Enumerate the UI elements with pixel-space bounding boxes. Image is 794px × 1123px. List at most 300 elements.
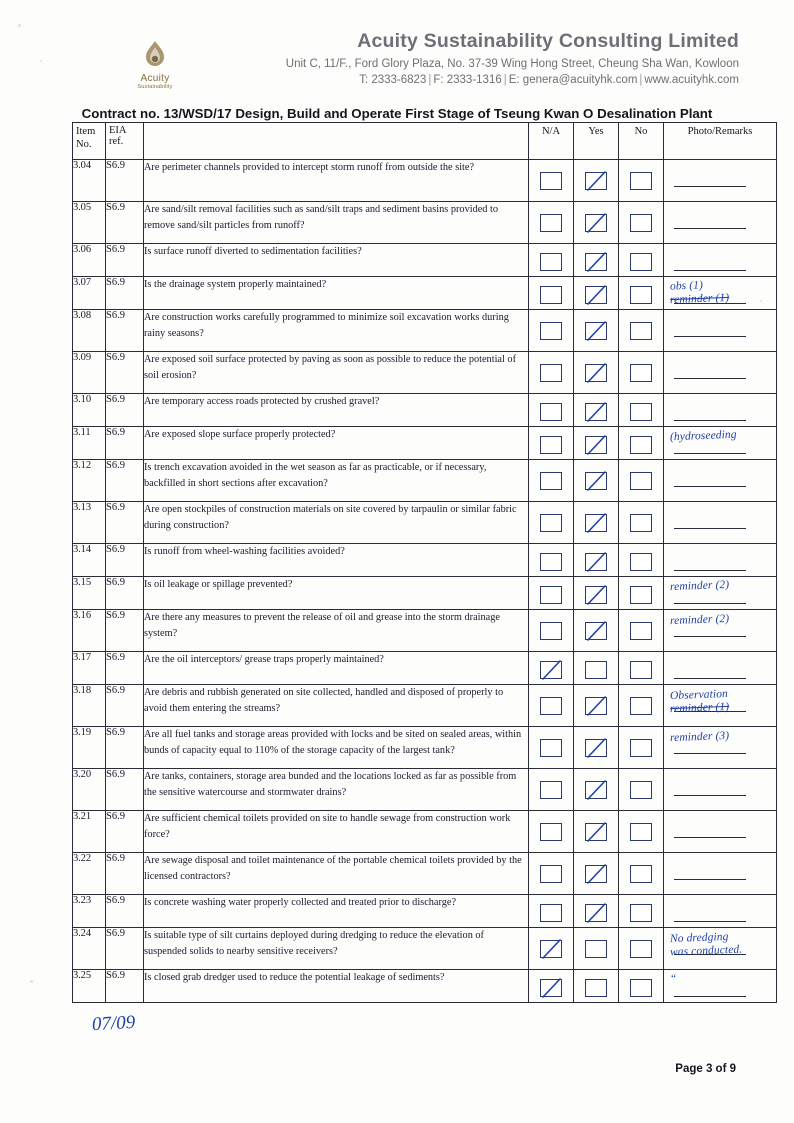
checkbox-yes-cell[interactable] [574, 928, 619, 970]
table-header-row [73, 123, 777, 160]
checkbox-no-cell[interactable] [619, 244, 664, 277]
table-row [73, 502, 777, 544]
row-eia-ref [106, 685, 144, 727]
remark-rule [674, 420, 746, 421]
checkbox-yes-cell[interactable] [574, 244, 619, 277]
checkbox-na[interactable] [540, 514, 562, 532]
row-eia-ref [106, 610, 144, 652]
row-eia-ref [106, 160, 144, 202]
tick-stroke [539, 658, 565, 684]
table-row [73, 610, 777, 652]
row-question [144, 502, 529, 544]
row-remarks [664, 769, 777, 811]
header-no: No [619, 123, 664, 160]
checkbox-yes[interactable] [585, 586, 607, 604]
checkbox-na-cell[interactable] [529, 895, 574, 928]
checkbox-no-cell[interactable] [619, 928, 664, 970]
checkbox-yes-cell[interactable] [574, 427, 619, 460]
checkbox-yes-cell[interactable] [574, 352, 619, 394]
checkbox-yes-cell[interactable] [574, 202, 619, 244]
checkbox-na-cell[interactable] [529, 394, 574, 427]
row-item-number [73, 352, 106, 394]
remark-rule [674, 603, 746, 604]
handwritten-remark: obs (1) [669, 279, 704, 293]
checkbox-na[interactable] [540, 823, 562, 841]
table-row [73, 811, 777, 853]
checkbox-na-cell[interactable] [529, 244, 574, 277]
row-item-number [73, 502, 106, 544]
checkbox-yes-cell[interactable] [574, 277, 619, 310]
item-number-text: 3.19 [73, 727, 91, 738]
row-item-number [73, 394, 106, 427]
checkbox-yes[interactable] [585, 514, 607, 532]
remark-rule [674, 837, 746, 838]
checkbox-na-cell[interactable] [529, 577, 574, 610]
checkbox-no-cell[interactable] [619, 811, 664, 853]
checkbox-no[interactable] [630, 739, 652, 757]
row-remarks [664, 970, 777, 1003]
checkbox-yes-cell[interactable] [574, 160, 619, 202]
checkbox-na[interactable] [540, 364, 562, 382]
eia-ref-text: S6.9 [106, 853, 125, 864]
tick-stroke [584, 550, 610, 576]
handwritten-remark: Observation [669, 687, 729, 703]
table-row [73, 652, 777, 685]
checkbox-no[interactable] [630, 940, 652, 958]
row-remarks [664, 577, 777, 610]
eia-ref-text: S6.9 [106, 652, 125, 663]
checkbox-na[interactable] [540, 739, 562, 757]
checkbox-na[interactable] [540, 286, 562, 304]
checklist-table-wrapper [72, 122, 776, 1003]
item-number-text: 3.08 [73, 310, 91, 321]
checkbox-no-cell[interactable] [619, 652, 664, 685]
row-item-number [73, 610, 106, 652]
checkbox-na[interactable] [540, 172, 562, 190]
checkbox-yes-cell[interactable] [574, 577, 619, 610]
checkbox-yes[interactable] [585, 622, 607, 640]
tick-stroke [584, 901, 610, 927]
row-remarks [664, 502, 777, 544]
checkbox-no-cell[interactable] [619, 394, 664, 427]
page-number: Page 3 of 9 [675, 1063, 736, 1075]
checkbox-no[interactable] [630, 472, 652, 490]
checkbox-no[interactable] [630, 364, 652, 382]
checkbox-no-cell[interactable] [619, 460, 664, 502]
checkbox-na[interactable] [540, 436, 562, 454]
item-number-text: 3.14 [73, 544, 91, 555]
checkbox-na[interactable] [540, 553, 562, 571]
checkbox-na[interactable] [540, 253, 562, 271]
question-text: Are sewage disposal and toilet maintenance of the portable chemical toilets provided by the licensed contractors? [144, 855, 522, 882]
checkbox-na-cell[interactable] [529, 310, 574, 352]
row-remarks [664, 685, 777, 727]
row-question [144, 310, 529, 352]
row-eia-ref [106, 652, 144, 685]
row-eia-ref [106, 310, 144, 352]
checkbox-yes[interactable] [585, 661, 607, 679]
question-text: Is oil leakage or spillage prevented? [144, 579, 293, 590]
row-item-number [73, 277, 106, 310]
checkbox-na-cell[interactable] [529, 427, 574, 460]
checkbox-no[interactable] [630, 403, 652, 421]
checkbox-yes[interactable] [585, 553, 607, 571]
checkbox-no-cell[interactable] [619, 895, 664, 928]
checkbox-no[interactable] [630, 553, 652, 571]
checkbox-no[interactable] [630, 697, 652, 715]
remark-rule [674, 186, 746, 187]
checkbox-no[interactable] [630, 865, 652, 883]
header-remarks: Photo/Remarks [664, 123, 777, 160]
checkbox-na[interactable] [540, 472, 562, 490]
row-remarks [664, 727, 777, 769]
checkbox-no[interactable] [630, 253, 652, 271]
row-question [144, 727, 529, 769]
table-row [73, 928, 777, 970]
row-eia-ref [106, 853, 144, 895]
tick-stroke [584, 820, 610, 846]
checkbox-na[interactable] [540, 865, 562, 883]
website-label: www.acuityhk.com [644, 74, 739, 86]
row-item-number [73, 895, 106, 928]
remark-rule [674, 270, 746, 271]
header-yes: Yes [574, 123, 619, 160]
checkbox-na-cell[interactable] [529, 652, 574, 685]
table-row [73, 460, 777, 502]
question-text: Are all fuel tanks and storage areas provided with locks and be sited on sealed areas, within bunds of capacity equal to 110% of the storage capacity of the largest tank? [144, 729, 522, 756]
email-label: E: genera@acuityhk.com [508, 74, 638, 86]
checkbox-no-cell[interactable] [619, 970, 664, 1003]
table-row [73, 244, 777, 277]
checkbox-no-cell[interactable] [619, 502, 664, 544]
logo-subtitle: Sustainability [137, 84, 173, 90]
company-logo [120, 38, 190, 90]
checkbox-no-cell[interactable] [619, 427, 664, 460]
row-remarks [664, 544, 777, 577]
row-eia-ref [106, 244, 144, 277]
row-item-number [73, 577, 106, 610]
row-item-number [73, 310, 106, 352]
checkbox-yes[interactable] [585, 823, 607, 841]
handwritten-date: 07/09 [91, 1011, 136, 1036]
checkbox-no-cell[interactable] [619, 610, 664, 652]
checkbox-no[interactable] [630, 586, 652, 604]
checkbox-na[interactable] [540, 940, 562, 958]
company-contact: T: 2333-6823 | F: 2333-1316 | E: genera@acuityhk.com | www.acuityhk.com [359, 74, 739, 86]
row-question [144, 769, 529, 811]
checkbox-yes[interactable] [585, 322, 607, 340]
fax-label: F: 2333-1316 [433, 74, 502, 86]
checkbox-no-cell[interactable] [619, 577, 664, 610]
row-item-number [73, 727, 106, 769]
checkbox-yes[interactable] [585, 865, 607, 883]
checkbox-na-cell[interactable] [529, 502, 574, 544]
checkbox-na-cell[interactable] [529, 460, 574, 502]
tick-stroke [584, 778, 610, 804]
row-item-number [73, 853, 106, 895]
checkbox-no-cell[interactable] [619, 352, 664, 394]
row-question [144, 652, 529, 685]
checkbox-na[interactable] [540, 322, 562, 340]
row-item-number [73, 652, 106, 685]
checkbox-yes[interactable] [585, 436, 607, 454]
checkbox-na[interactable] [540, 622, 562, 640]
row-question [144, 970, 529, 1003]
tick-stroke [584, 250, 610, 276]
checkbox-no-cell[interactable] [619, 685, 664, 727]
row-eia-ref [106, 352, 144, 394]
eia-ref-text: S6.9 [106, 811, 125, 822]
row-eia-ref [106, 544, 144, 577]
row-question [144, 427, 529, 460]
table-row [73, 853, 777, 895]
checkbox-no-cell[interactable] [619, 160, 664, 202]
row-remarks [664, 244, 777, 277]
checkbox-yes-cell[interactable] [574, 769, 619, 811]
question-text: Are sufficient chemical toilets provided on site to handle sewage from construction work force? [144, 813, 511, 840]
tick-stroke [584, 511, 610, 537]
checkbox-yes[interactable] [585, 403, 607, 421]
tick-stroke [584, 433, 610, 459]
row-question [144, 610, 529, 652]
checkbox-no[interactable] [630, 622, 652, 640]
eia-ref-text: S6.9 [106, 352, 125, 363]
item-number-text: 3.23 [73, 895, 91, 906]
checkbox-na[interactable] [540, 781, 562, 799]
checkbox-yes[interactable] [585, 286, 607, 304]
checkbox-na-cell[interactable] [529, 352, 574, 394]
checkbox-na[interactable] [540, 403, 562, 421]
remark-rule [674, 636, 746, 637]
row-eia-ref [106, 769, 144, 811]
tick-stroke [584, 619, 610, 645]
checkbox-yes-cell[interactable] [574, 652, 619, 685]
row-question [144, 544, 529, 577]
checkbox-yes-cell[interactable] [574, 811, 619, 853]
item-number-text: 3.22 [73, 853, 91, 864]
item-number-text: 3.21 [73, 811, 91, 822]
checkbox-no-cell[interactable] [619, 544, 664, 577]
item-number-text: 3.06 [73, 244, 91, 255]
checkbox-yes-cell[interactable] [574, 853, 619, 895]
eia-ref-text: S6.9 [106, 577, 125, 588]
eia-ref-text: S6.9 [106, 502, 125, 513]
table-row [73, 544, 777, 577]
tick-stroke [584, 319, 610, 345]
row-remarks [664, 652, 777, 685]
checkbox-na-cell[interactable] [529, 769, 574, 811]
eia-ref-text: S6.9 [106, 427, 125, 438]
row-eia-ref [106, 277, 144, 310]
checkbox-na[interactable] [540, 586, 562, 604]
checkbox-no[interactable] [630, 172, 652, 190]
checkbox-yes-cell[interactable] [574, 394, 619, 427]
eia-ref-text: S6.9 [106, 244, 125, 255]
eia-ref-text: S6.9 [106, 970, 125, 981]
row-eia-ref [106, 460, 144, 502]
handwritten-remark: reminder (2) [669, 578, 730, 594]
company-info [200, 30, 739, 86]
row-question [144, 577, 529, 610]
checkbox-yes-cell[interactable] [574, 544, 619, 577]
checkbox-yes[interactable] [585, 697, 607, 715]
table-row [73, 685, 777, 727]
row-item-number [73, 427, 106, 460]
row-question [144, 685, 529, 727]
checkbox-no[interactable] [630, 979, 652, 997]
question-text: Are the oil interceptors/ grease traps properly maintained? [144, 654, 384, 665]
remark-rule [674, 879, 746, 880]
remark-rule [674, 378, 746, 379]
question-text: Is concrete washing water properly collected and treated prior to discharge? [144, 897, 457, 908]
row-eia-ref [106, 427, 144, 460]
row-remarks [664, 853, 777, 895]
checkbox-no[interactable] [630, 904, 652, 922]
checkbox-no-cell[interactable] [619, 727, 664, 769]
checkbox-na-cell[interactable] [529, 610, 574, 652]
letterhead [0, 30, 794, 100]
eia-ref-text: S6.9 [106, 202, 125, 213]
checkbox-na-cell[interactable] [529, 202, 574, 244]
checkbox-na-cell[interactable] [529, 685, 574, 727]
tick-stroke [584, 169, 610, 195]
row-remarks [664, 427, 777, 460]
table-row [73, 727, 777, 769]
checklist-body [73, 123, 777, 1003]
item-number-text: 3.13 [73, 502, 91, 513]
checkbox-yes[interactable] [585, 253, 607, 271]
company-name: Acuity Sustainability Consulting Limited [357, 30, 739, 52]
scan-speck [18, 24, 21, 27]
item-number-text: 3.15 [73, 577, 91, 588]
item-number-text: 3.16 [73, 610, 91, 621]
handwritten-remark: No dredging [669, 930, 729, 946]
checkbox-na[interactable] [540, 661, 562, 679]
checkbox-yes[interactable] [585, 979, 607, 997]
checkbox-na-cell[interactable] [529, 160, 574, 202]
checkbox-na[interactable] [540, 904, 562, 922]
checkbox-yes[interactable] [585, 781, 607, 799]
checkbox-no[interactable] [630, 214, 652, 232]
header-item [73, 123, 106, 160]
checkbox-na-cell[interactable] [529, 727, 574, 769]
checkbox-yes-cell[interactable] [574, 460, 619, 502]
row-question [144, 895, 529, 928]
tick-stroke [584, 400, 610, 426]
item-number-text: 3.07 [73, 277, 91, 288]
handwritten-remark: (hydroseeding [669, 428, 737, 444]
checkbox-na-cell[interactable] [529, 970, 574, 1003]
tick-stroke [584, 283, 610, 309]
checkbox-na[interactable] [540, 697, 562, 715]
question-text: Are exposed slope surface properly protected? [144, 429, 336, 440]
checkbox-yes-cell[interactable] [574, 685, 619, 727]
table-row [73, 277, 777, 310]
row-eia-ref [106, 970, 144, 1003]
checkbox-na-cell[interactable] [529, 928, 574, 970]
eia-ref-text: S6.9 [106, 769, 125, 780]
checkbox-yes[interactable] [585, 214, 607, 232]
row-eia-ref [106, 727, 144, 769]
eia-ref-text: S6.9 [106, 460, 125, 471]
row-question [144, 352, 529, 394]
table-row [73, 895, 777, 928]
row-question [144, 853, 529, 895]
remark-rule [674, 753, 746, 754]
checkbox-no-cell[interactable] [619, 202, 664, 244]
checkbox-na[interactable] [540, 979, 562, 997]
checkbox-yes[interactable] [585, 172, 607, 190]
handwritten-remark: reminder (1) [669, 700, 730, 716]
row-eia-ref [106, 577, 144, 610]
checkbox-yes[interactable] [585, 739, 607, 757]
remark-rule [674, 996, 746, 997]
checkbox-no[interactable] [630, 661, 652, 679]
checkbox-no-cell[interactable] [619, 853, 664, 895]
header-item-line1: Item [76, 126, 96, 137]
contract-title: Contract no. 13/WSD/17 Design, Build and Operate First Stage of Tseung Kwan O Desalination Plant [81, 106, 713, 121]
handwritten-remark: was conducted. [669, 943, 743, 959]
checkbox-yes-cell[interactable] [574, 310, 619, 352]
checkbox-no-cell[interactable] [619, 277, 664, 310]
row-remarks [664, 202, 777, 244]
checkbox-na-cell[interactable] [529, 811, 574, 853]
question-text: Is runoff from wheel-washing facilities avoided? [144, 546, 345, 557]
remark-rule [674, 336, 746, 337]
item-number-text: 3.24 [73, 928, 91, 939]
row-question [144, 160, 529, 202]
header-question [144, 123, 529, 160]
table-row [73, 352, 777, 394]
item-number-text: 3.12 [73, 460, 91, 471]
row-remarks [664, 811, 777, 853]
checkbox-yes-cell[interactable] [574, 502, 619, 544]
table-row [73, 394, 777, 427]
scan-speck [30, 980, 33, 983]
checkbox-na-cell[interactable] [529, 853, 574, 895]
checkbox-yes-cell[interactable] [574, 895, 619, 928]
item-number-text: 3.25 [73, 970, 91, 981]
checkbox-no[interactable] [630, 286, 652, 304]
checkbox-na[interactable] [540, 214, 562, 232]
checkbox-yes[interactable] [585, 364, 607, 382]
checkbox-no[interactable] [630, 823, 652, 841]
checkbox-na-cell[interactable] [529, 277, 574, 310]
checkbox-yes-cell[interactable] [574, 610, 619, 652]
checkbox-yes[interactable] [585, 472, 607, 490]
checklist-table [72, 122, 777, 1003]
checkbox-na-cell[interactable] [529, 544, 574, 577]
phone-label: T: 2333-6823 [359, 74, 427, 86]
checkbox-no[interactable] [630, 514, 652, 532]
checkbox-no-cell[interactable] [619, 769, 664, 811]
checkbox-no[interactable] [630, 436, 652, 454]
checkbox-no-cell[interactable] [619, 310, 664, 352]
handwritten-remark: reminder (3) [669, 729, 730, 745]
item-number-text: 3.11 [73, 427, 91, 438]
logo-name: Acuity [140, 73, 170, 84]
checkbox-yes[interactable] [585, 940, 607, 958]
question-text: Is surface runoff diverted to sedimentation facilities? [144, 246, 362, 257]
checkbox-yes-cell[interactable] [574, 970, 619, 1003]
checkbox-no[interactable] [630, 781, 652, 799]
checkbox-yes[interactable] [585, 904, 607, 922]
tick-stroke [584, 583, 610, 609]
checkbox-no[interactable] [630, 322, 652, 340]
remark-rule [674, 570, 746, 571]
checkbox-yes-cell[interactable] [574, 727, 619, 769]
row-question [144, 277, 529, 310]
